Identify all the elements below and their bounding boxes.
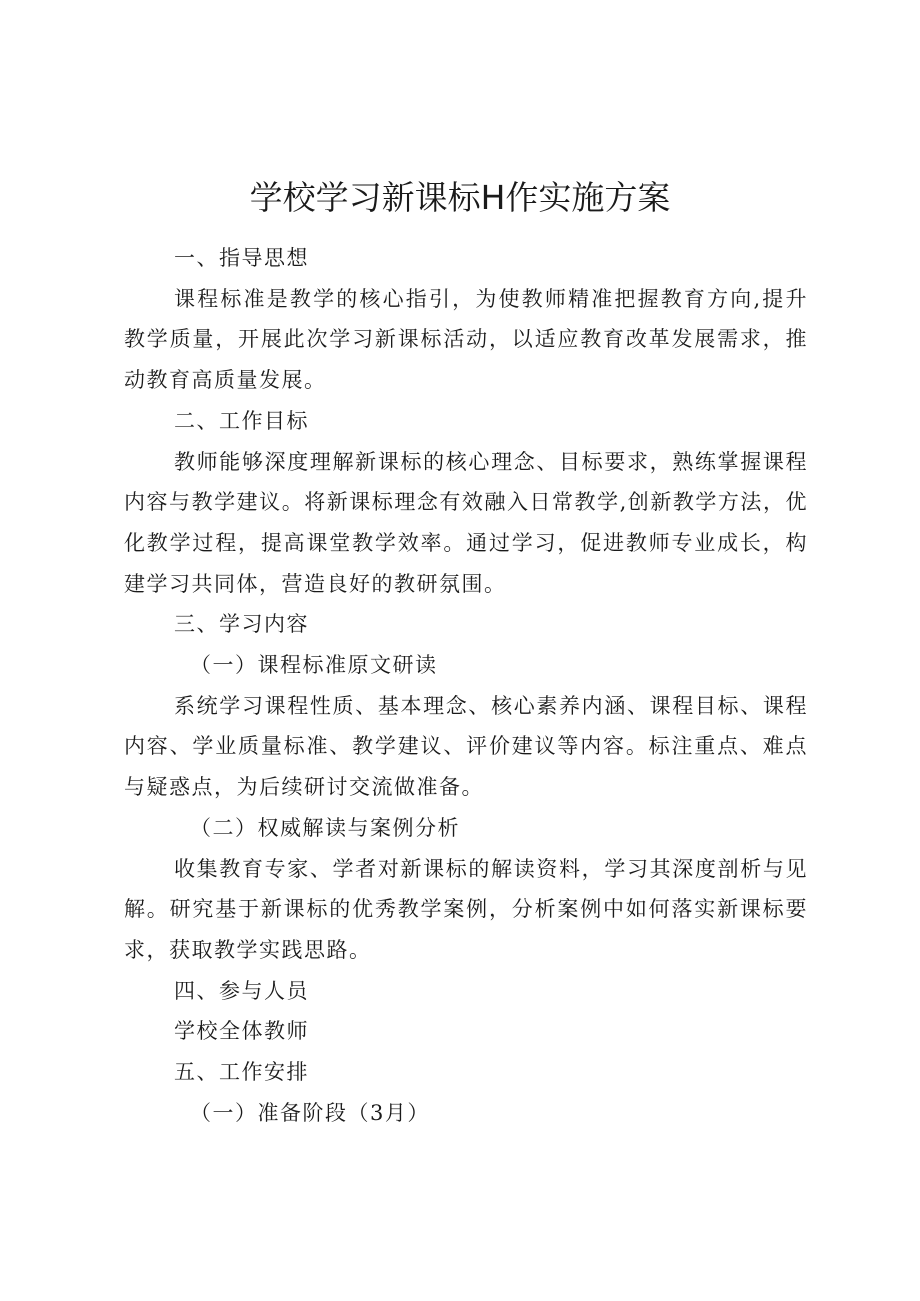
subheading-standard-text-study: （一）课程标准原文研读 xyxy=(190,653,438,678)
paragraph-expert-interpretation: 收集教育专家、学者对新课标的解读资料，学习其深度剖析与见解。研究基于新课标的优秀教学案例，分析案例中如何落实新课标要求，获取教学实践思路。 xyxy=(124,856,808,962)
paragraph-work-goals: 教师能够深度理解新课标的核心理念、目标要求，熟练掌握课程内容与教学建议。将新课标理念有效融入日常教学,创新教学方法，优化教学过程，提高课堂教学效率。通过学习，促进教师专业成长，构建学习共同体，营造良好的教研氛围。 xyxy=(124,449,808,596)
section-heading-work-schedule: 五、工作安排 xyxy=(174,1060,309,1085)
section-heading-guiding-thought: 一、指导思想 xyxy=(174,246,309,270)
document-title: 学校学习新课标H作实施方案 xyxy=(249,178,671,217)
paragraph-standard-text-study: 系统学习课程性质、基本理念、核心素养内涵、课程目标、课程内容、学业质量标准、教学建议、评价建议等内容。标注重点、难点与疑惑点，为后续研讨交流做准备。 xyxy=(124,693,808,800)
subheading-preparation-stage: （一）准备阶段（3月） xyxy=(190,1100,430,1125)
paragraph-participants: 学校全体教师 xyxy=(174,1019,309,1044)
document-body xyxy=(124,238,808,1133)
section-heading-study-content: 三、学习内容 xyxy=(174,612,309,637)
paragraph-guiding-thought: 课程标准是教学的核心指引，为使教师精准把握教育方向,提升教学质量，开展此次学习新课标活动，以适应教育改革发展需求，推动教育高质量发展。 xyxy=(124,286,808,393)
subheading-expert-interpretation: （二）权威解读与案例分析 xyxy=(190,815,460,840)
section-heading-participants: 四、参与人员 xyxy=(174,978,309,1003)
section-heading-work-goals: 二、工作目标 xyxy=(174,408,309,433)
